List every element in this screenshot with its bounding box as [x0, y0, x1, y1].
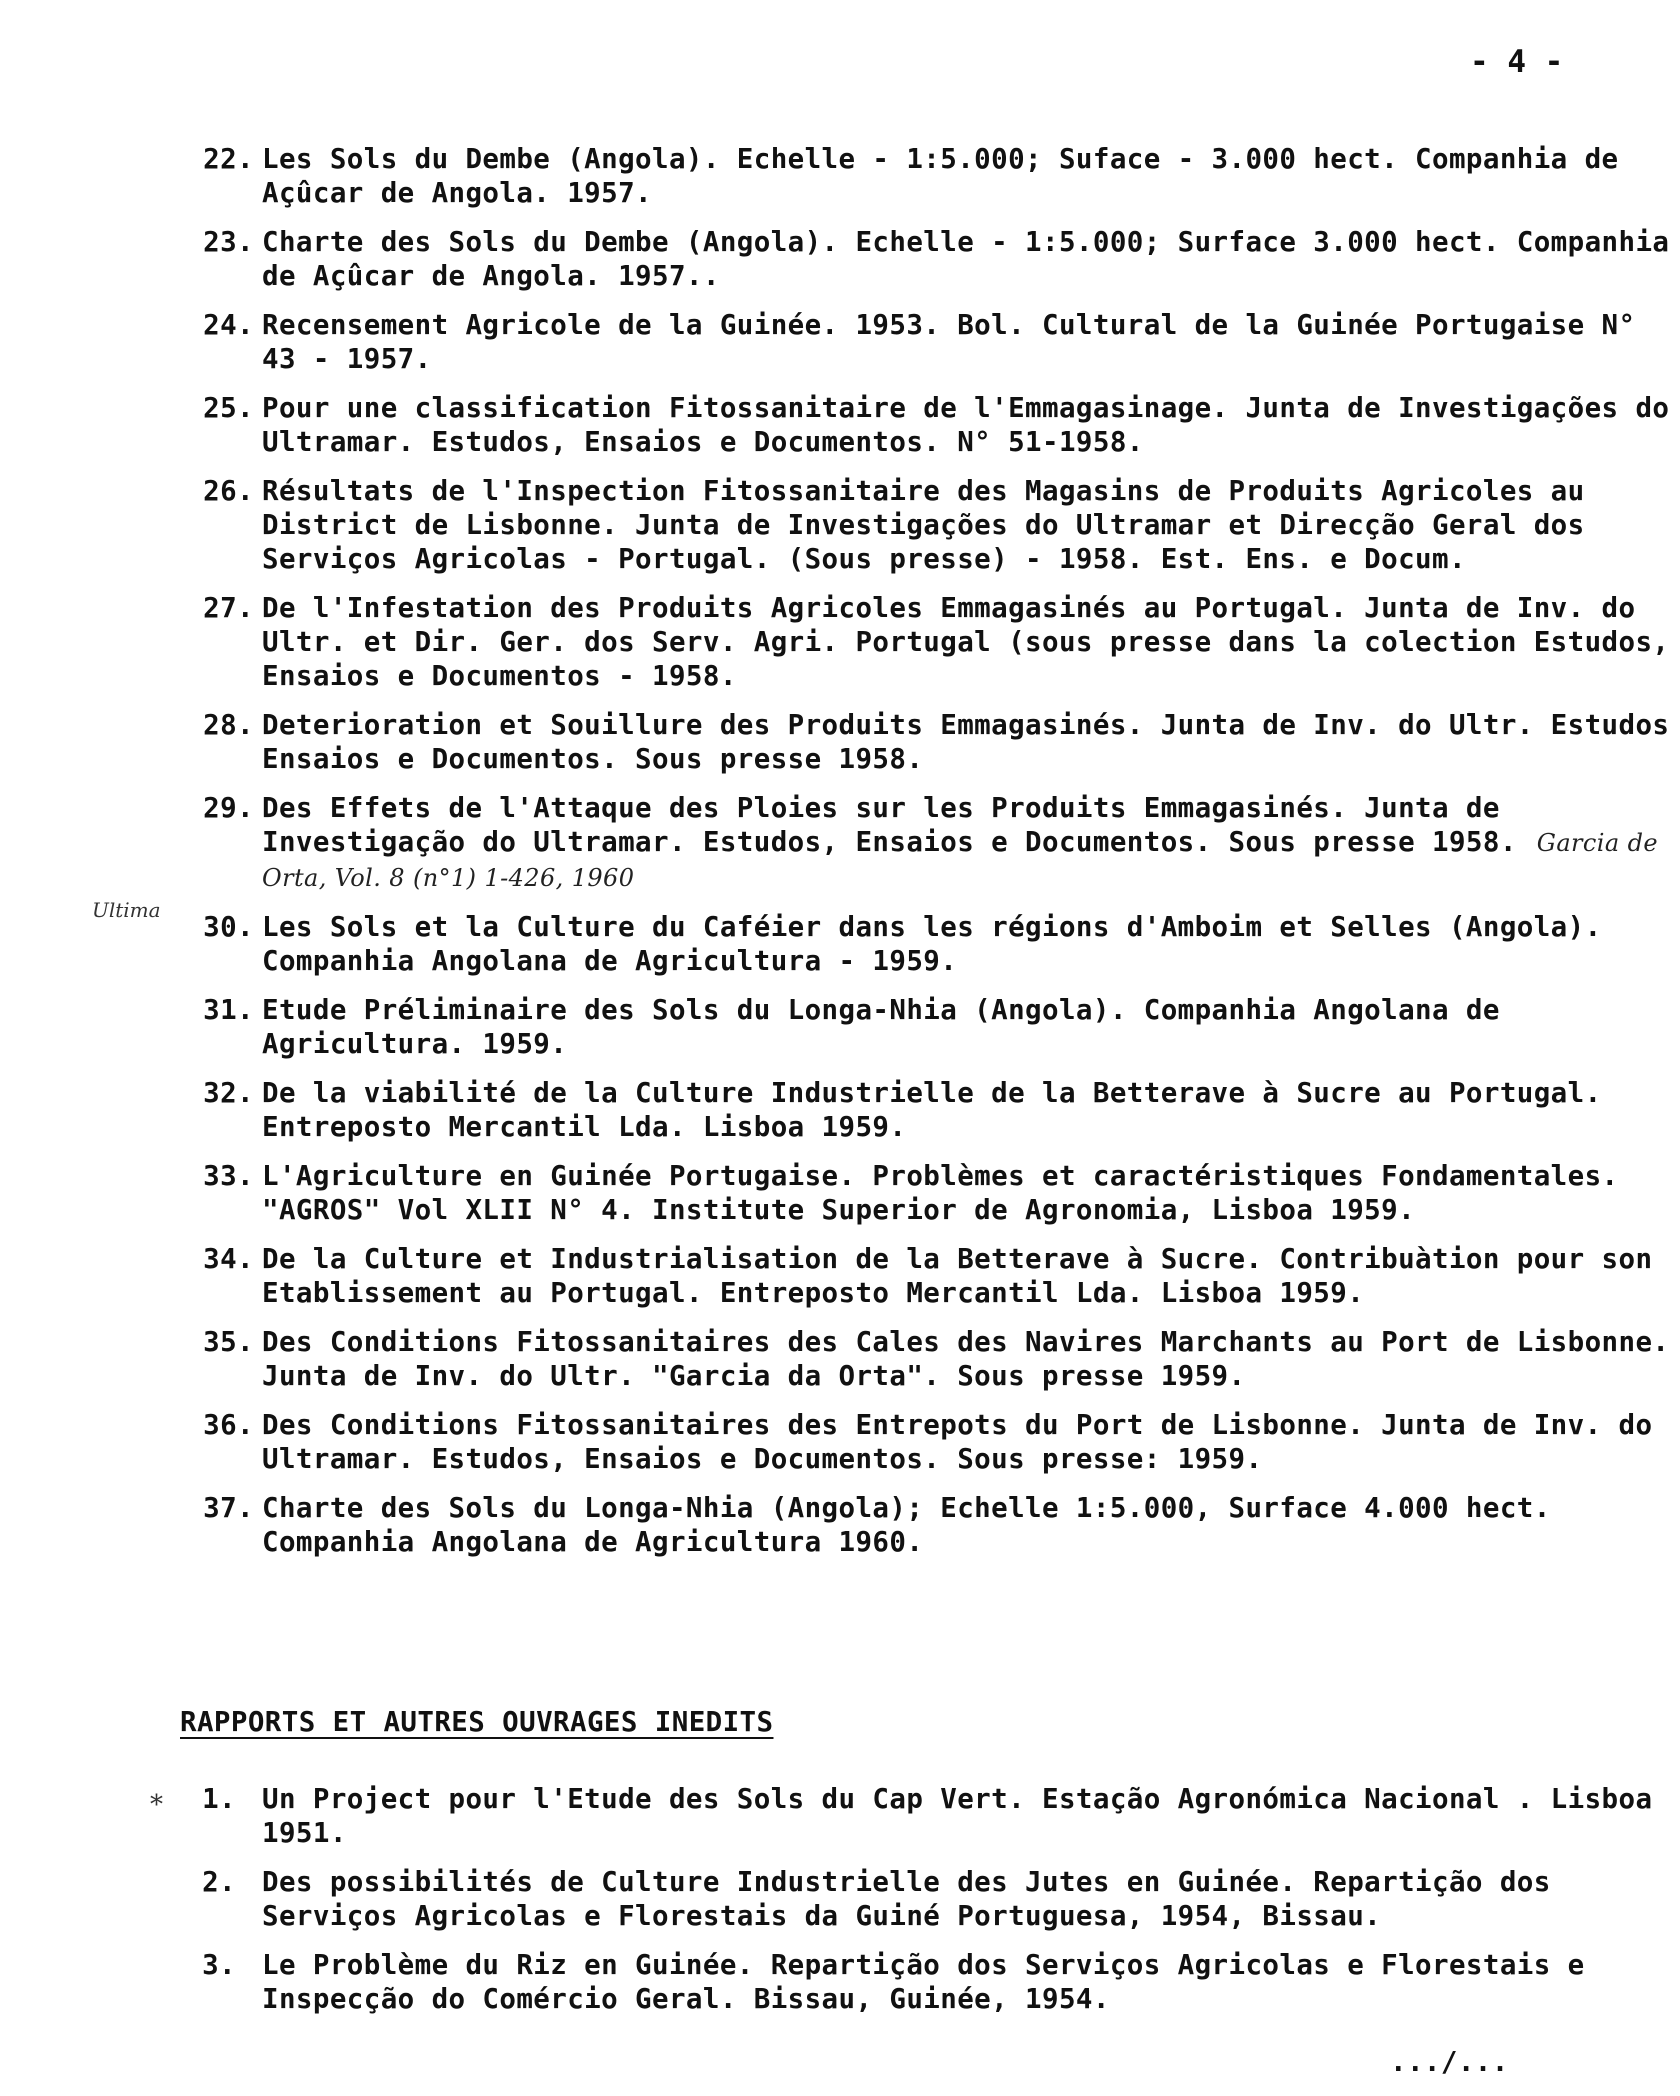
- unpublished-list: [180, 1782, 1670, 2031]
- list-item: [180, 391, 1670, 459]
- item-number: 31.: [203, 994, 254, 1026]
- item-text-body: Des Effets de l'Attaque des Ploies sur les Produits Emmagasinés. Junta de Investigação do Ultramar. Estudos, Ensaios e Documentos. Sous presse 1958.: [262, 792, 1517, 858]
- item-text: L'Agriculture en Guinée Portugaise. Problèmes et caractéristiques Fondamentales. "AGROS" Vol XLII N° 4. Institute Superior de Agronomia, Lisboa 1959.: [262, 1160, 1619, 1226]
- item-text: Des Conditions Fitossanitaires des Cales des Navires Marchants au Port de Lisbonne. Junta de Inv. do Ultr. "Garcia da Orta". Sous presse 1959.: [262, 1326, 1670, 1392]
- list-item: [180, 1325, 1670, 1393]
- item-text: Résultats de l'Inspection Fitossanitaire des Magasins de Produits Agricoles au District de Lisbonne. Junta de Investigações do Ultramar et Direcção Geral dos Serviços Agricolas - Portugal. (Sous presse) - 1958. Est. Ens. e Docum.: [262, 475, 1585, 575]
- list-item: [180, 791, 1670, 895]
- item-text: Des possibilités de Culture Industrielle des Jutes en Guinée. Repartição dos Serviços Agricolas e Florestais da Guiné Portuguesa, 1954, Bissau.: [262, 1866, 1551, 1932]
- list-item: [180, 1491, 1670, 1559]
- item-text: Deterioration et Souillure des Produits Emmagasinés. Junta de Inv. do Ultr. Estudos Ensaios e Documentos. Sous presse 1958.: [262, 709, 1670, 775]
- item-number: 3.: [202, 1949, 236, 1981]
- list-item: [180, 225, 1670, 293]
- list-item: [180, 1076, 1670, 1144]
- item-number: 23.: [203, 226, 254, 258]
- item-text: Pour une classification Fitossanitaire de l'Emmagasinage. Junta de Investigações do Ultramar. Estudos, Ensaios e Documentos. N° 51-1958.: [262, 392, 1670, 458]
- publication-list: [180, 142, 1670, 1574]
- list-item: [180, 1948, 1670, 2016]
- item-number: 27.: [203, 592, 254, 624]
- list-item: [180, 308, 1670, 376]
- item-number: 22.: [203, 143, 254, 175]
- item-number: 28.: [203, 709, 254, 741]
- item-number: 2.: [202, 1866, 236, 1898]
- list-item: [180, 910, 1670, 978]
- list-item: [180, 1782, 1670, 1850]
- list-item: [180, 993, 1670, 1061]
- list-item: [180, 474, 1670, 576]
- item-number: 34.: [203, 1243, 254, 1275]
- item-number: 30.: [203, 911, 254, 943]
- item-number: 1.: [202, 1783, 236, 1815]
- item-number: 36.: [203, 1409, 254, 1441]
- item-number: 25.: [203, 392, 254, 424]
- item-number: 35.: [203, 1326, 254, 1358]
- list-item: [180, 708, 1670, 776]
- list-item: [180, 142, 1670, 210]
- item-text: Un Project pour l'Etude des Sols du Cap Vert. Estação Agronómica Nacional . Lisboa 1951.: [262, 1783, 1653, 1849]
- item-text: Le Problème du Riz en Guinée. Repartição dos Serviços Agricolas e Florestais e Inspecção do Comércio Geral. Bissau, Guinée, 1954.: [262, 1949, 1585, 2015]
- list-item: [180, 1408, 1670, 1476]
- item-number: 24.: [203, 309, 254, 341]
- item-text: De l'Infestation des Produits Agricoles Emmagasinés au Portugal. Junta de Inv. do Ultr. et Dir. Ger. dos Serv. Agri. Portugal (sous presse dans la colection Estudos, Ensaios e Documentos - 1958.: [262, 592, 1670, 692]
- item-text: Les Sols et la Culture du Caféier dans les régions d'Amboim et Selles (Angola). Companhia Angolana de Agricultura - 1959.: [262, 911, 1602, 977]
- item-text: Charte des Sols du Dembe (Angola). Echelle - 1:5.000; Surface 3.000 hect. Companhia de Açûcar de Angola. 1957..: [262, 226, 1670, 292]
- margin-handwritten-note: Ultima: [92, 898, 161, 922]
- item-text: De la Culture et Industrialisation de la Betterave à Sucre. Contribuàtion pour son Etablissement au Portugal. Entreposto Mercantil Lda. Lisboa 1959.: [262, 1243, 1653, 1309]
- item-text: Les Sols du Dembe (Angola). Echelle - 1:5.000; Suface - 3.000 hect. Companhia de Açûcar de Angola. 1957.: [262, 143, 1619, 209]
- handwritten-note: Garcia de Orta, Vol. 8 (n°1) 1-426, 1960: [262, 829, 1658, 892]
- item-number: 26.: [203, 475, 254, 507]
- page-number: - 4 -: [1470, 44, 1564, 80]
- item-number: 29.: [203, 792, 254, 824]
- continuation-marker: .../...: [1390, 2046, 1509, 2078]
- list-item: [180, 1159, 1670, 1227]
- item-text: Charte des Sols du Longa-Nhia (Angola); Echelle 1:5.000, Surface 4.000 hect. Companhia Angolana de Agricultura 1960.: [262, 1492, 1551, 1558]
- item-text: Des Conditions Fitossanitaires des Entrepots du Port de Lisbonne. Junta de Inv. do Ultramar. Estudos, Ensaios e Documentos. Sous presse: 1959.: [262, 1409, 1653, 1475]
- item-number: 33.: [203, 1160, 254, 1192]
- list-item: [180, 1865, 1670, 1933]
- item-number: 37.: [203, 1492, 254, 1524]
- list-item: [180, 1242, 1670, 1310]
- item-text: [262, 791, 1670, 895]
- item-text: Recensement Agricole de la Guinée. 1953. Bol. Cultural de la Guinée Portugaise N° 43 - 1957.: [262, 309, 1636, 375]
- list-item: [180, 591, 1670, 693]
- item-text: Etude Préliminaire des Sols du Longa-Nhia (Angola). Companhia Angolana de Agricultura. 1959.: [262, 994, 1500, 1060]
- section-heading: RAPPORTS ET AUTRES OUVRAGES INEDITS: [180, 1706, 774, 1738]
- item-number: 32.: [203, 1077, 254, 1109]
- item-text: De la viabilité de la Culture Industrielle de la Betterave à Sucre au Portugal. Entreposto Mercantil Lda. Lisboa 1959.: [262, 1077, 1602, 1143]
- margin-star-mark: *: [150, 1790, 163, 1820]
